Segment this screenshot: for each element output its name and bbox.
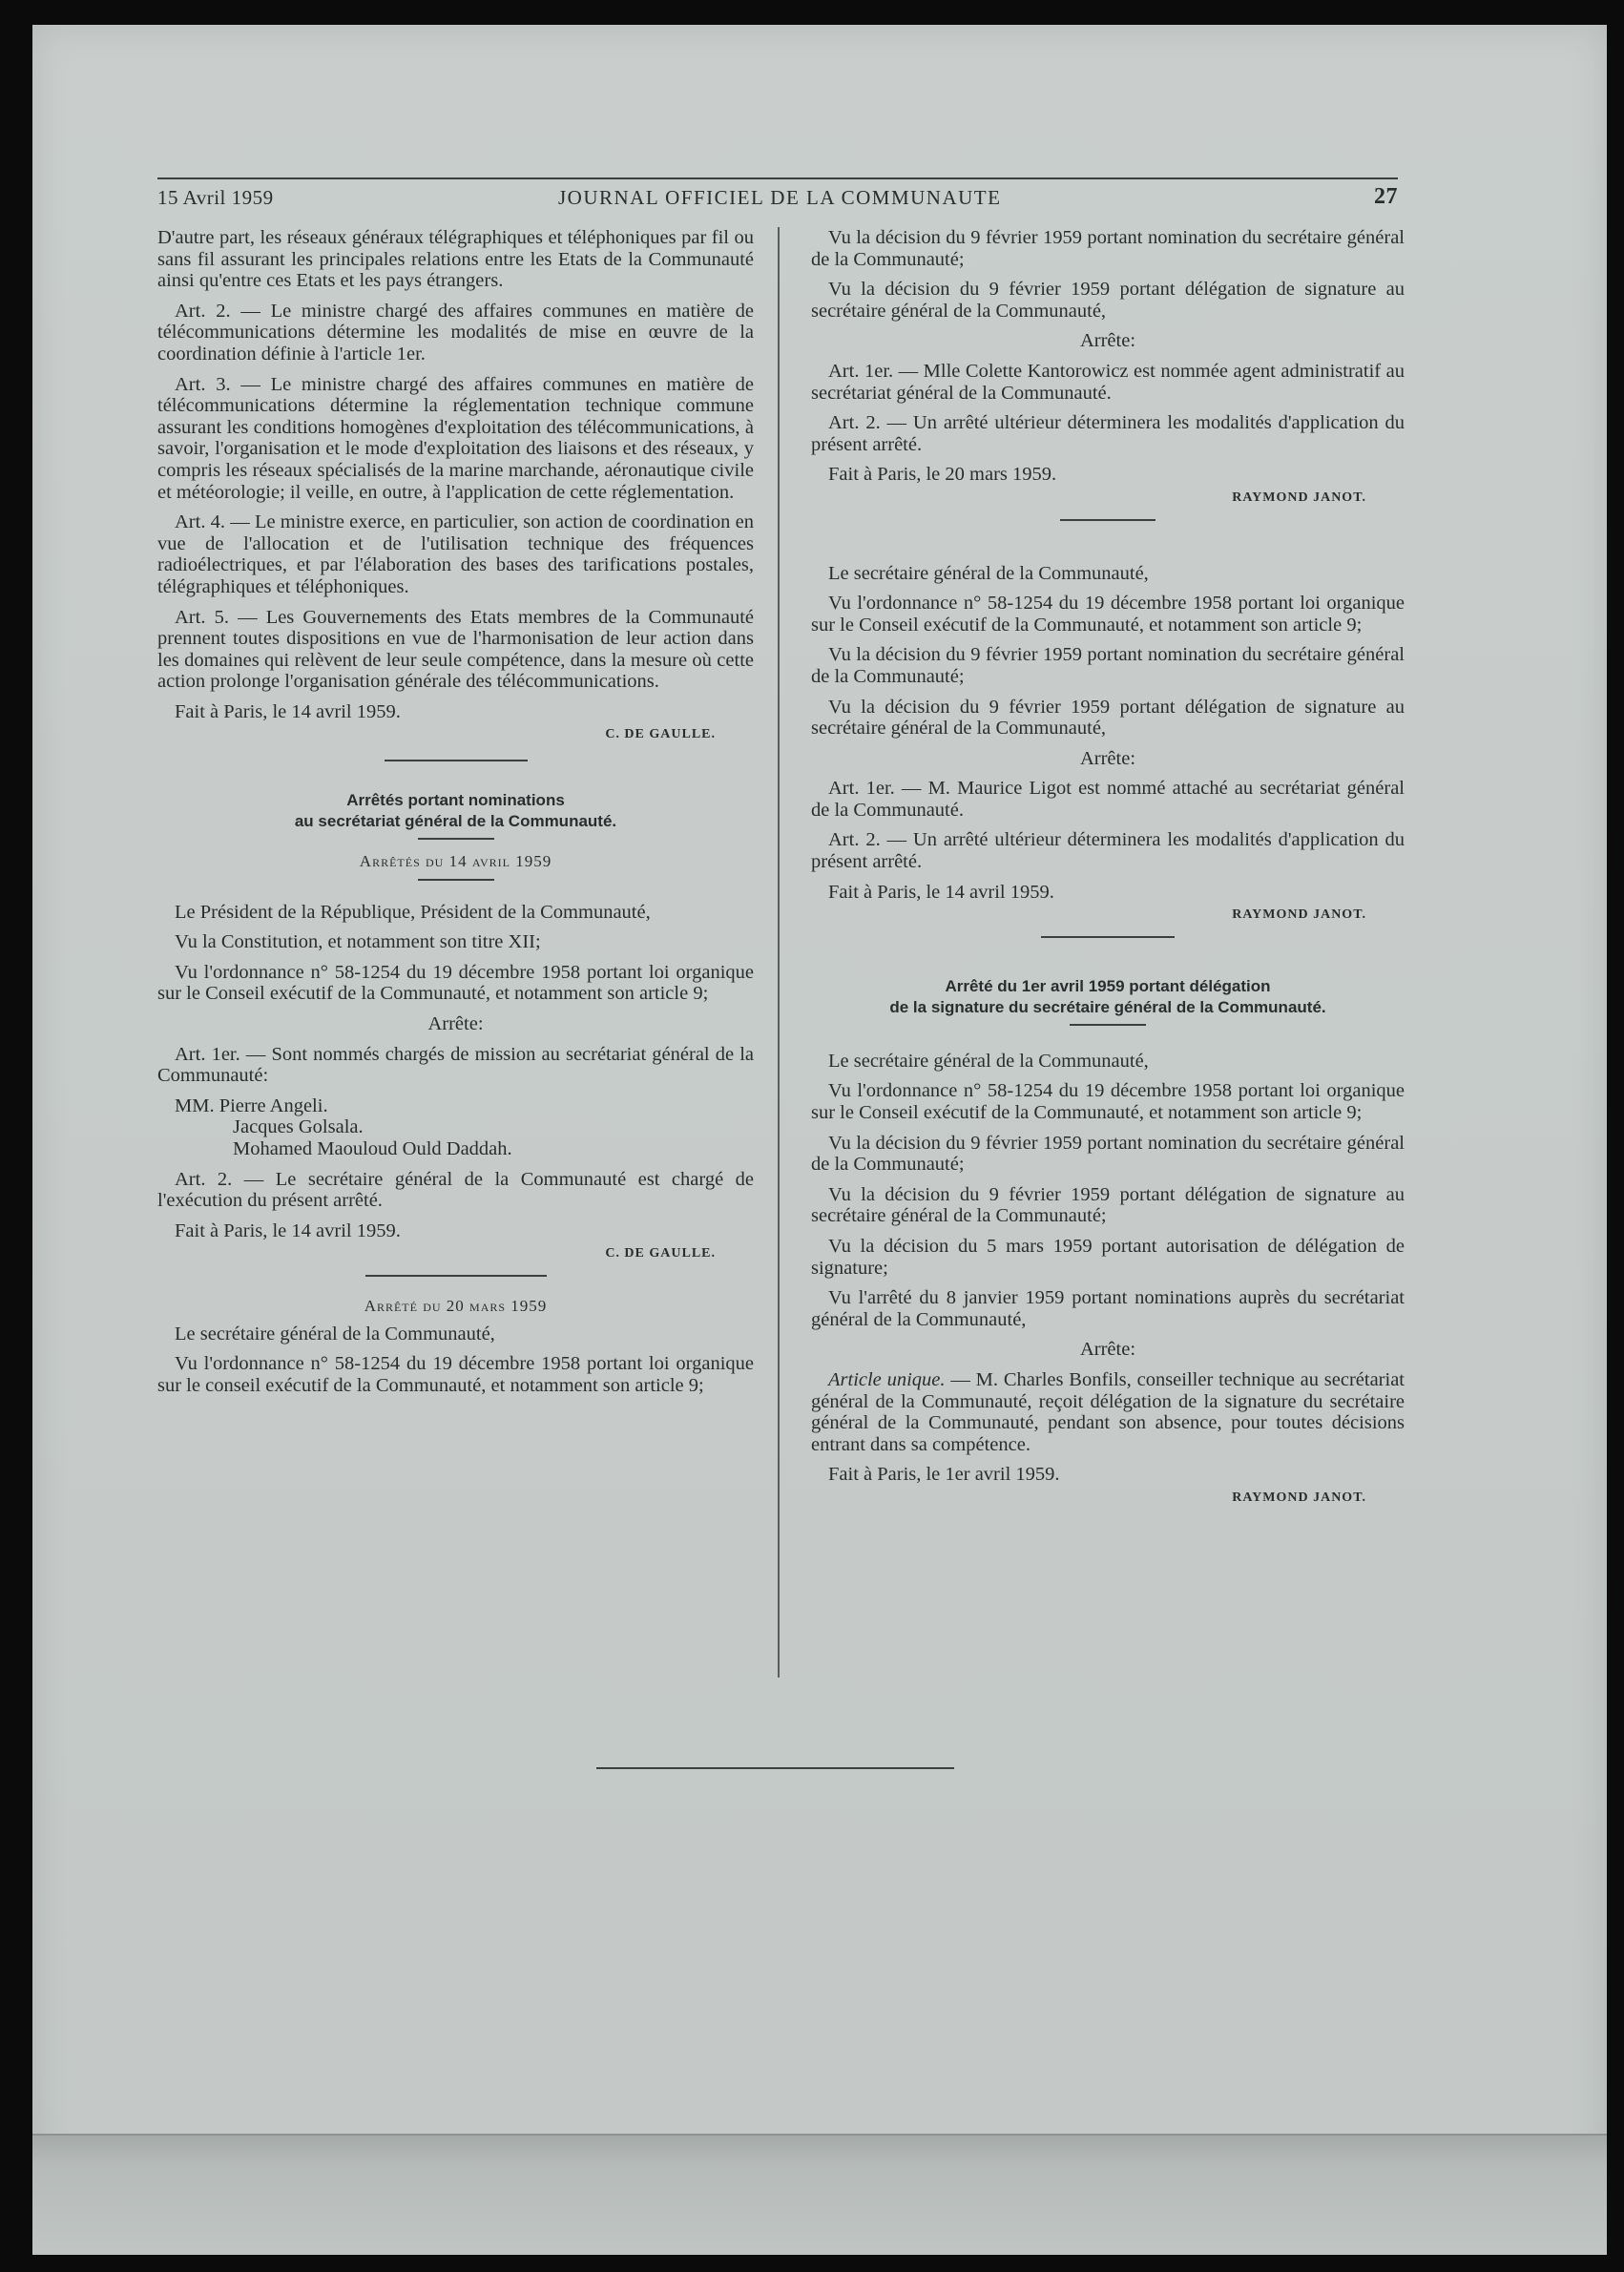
paragraph: Vu la décision du 9 février 1959 portant délégation de signature au secrétaire général de la Communauté; [811, 1183, 1405, 1227]
article-2: Art. 2. — Un arrêté ultérieur déterminera les modalités d'application du présent arrêté. [811, 412, 1405, 455]
section-title-line: Arrêté du 1er avril 1959 portant délégation [945, 976, 1271, 995]
fait-a-paris: Fait à Paris, le 20 mars 1959. [828, 464, 1057, 486]
paragraph: Vu la décision du 9 février 1959 portant délégation de signature au secrétaire général de la Communauté, [811, 279, 1405, 322]
title-rule [1070, 1024, 1146, 1026]
column-divider [778, 227, 780, 1678]
paragraph: Vu la décision du 9 février 1959 portant délégation de signature au secrétaire général de la Communauté, [811, 696, 1405, 740]
article-unique-text: — M. Charles Bonfils, conseiller technique au secrétariat général de la Communauté, reçoit délégation de la signature du secrétaire général de la Communauté, pendant son absence, pour toutes décisions entrant dans sa compétence. [811, 1368, 1405, 1455]
paragraph: Vu l'ordonnance n° 58-1254 du 19 décembre 1958 portant loi organique sur le Conseil exécutif de la Communauté, et notamment son article 9; [157, 961, 754, 1005]
signature: C. DE GAULLE. [605, 1246, 716, 1261]
section-title-line: de la signature du secrétaire général de la Communauté. [889, 997, 1326, 1016]
article-3: Art. 3. — Le ministre chargé des affaires communes en matière de télécommunications détermine la réglementation technique commune assurant les conditions homogènes d'exploitation des télécommunications, à savoir, l'organisation et le mode d'exploitation des liaisons et des réseaux, y compris les réseaux spécialisés de la marine marchande, aéronautique civile et météorologie; il veille, en outre, à l'application de cette réglementation. [157, 373, 754, 503]
paragraph: Vu l'ordonnance n° 58-1254 du 19 décembre 1958 portant loi organique sur le conseil exécutif de la Communauté, et notamment son article 9; [157, 1353, 754, 1396]
name-line: Mohamed Maouloud Ould Daddah. [233, 1138, 512, 1159]
journal-title: JOURNAL OFFICIEL DE LA COMMUNAUTE [558, 186, 1002, 209]
paragraph: Vu l'arrêté du 8 janvier 1959 portant nominations auprès du secrétariat général de la Communauté, [811, 1287, 1405, 1330]
right-column [811, 227, 1405, 1519]
paragraph: Vu la décision du 9 février 1959 portant nomination du secrétaire général de la Communauté; [811, 227, 1405, 270]
title-rule [418, 838, 494, 840]
fait-a-paris: Fait à Paris, le 14 avril 1959. [175, 700, 401, 722]
end-rule [596, 1767, 954, 1769]
name-line: MM. Pierre Angeli. [175, 1094, 328, 1116]
section-title-line: au secrétariat général de la Communauté. [294, 812, 617, 831]
subheading-rule [418, 879, 494, 881]
header-date: 15 Avril 1959 [157, 186, 274, 209]
section-rule [385, 760, 528, 761]
signature: RAYMOND JANOT. [1232, 907, 1366, 923]
article-unique [811, 1369, 1405, 1455]
article-2: Art. 2. — Le secrétaire général de la Communauté est chargé de l'exécution du présent arrêté. [157, 1168, 754, 1212]
subheading: Arrêtés du 14 avril 1959 [359, 852, 552, 871]
article-4: Art. 4. — Le ministre exerce, en particulier, son action de coordination en vue de l'allocation et de l'utilisation technique des fréquences radioélectriques, et par l'élaboration des bases des tarifications postales, télégraphiques et téléphoniques. [157, 511, 754, 597]
subheading: Arrêté du 20 mars 1959 [364, 1296, 548, 1315]
paragraph: Vu la décision du 9 février 1959 portant nomination du secrétaire général de la Communauté; [811, 1132, 1405, 1176]
fait-a-paris: Fait à Paris, le 14 avril 1959. [828, 881, 1054, 903]
signature: C. DE GAULLE. [605, 727, 716, 742]
paragraph: D'autre part, les réseaux généraux télégraphiques et téléphoniques par fil ou sans fil assurant les principales relations entre les Etats de la Communauté ainsi qu'entre ces Etats et les pays étrangers. [157, 227, 754, 292]
article-5: Art. 5. — Les Gouvernements des Etats membres de la Communauté prennent toutes dispositions en vue de l'harmonisation de leur action dans les domaines qui relèvent de leur seule compétence, dans la mesure où cette action prolonge l'organisation générale des télécommunications. [157, 606, 754, 693]
section-rule [365, 1275, 547, 1277]
fait-a-paris: Fait à Paris, le 1er avril 1959. [828, 1464, 1060, 1486]
fait-a-paris: Fait à Paris, le 14 avril 1959. [175, 1219, 401, 1241]
signature: RAYMOND JANOT. [1232, 490, 1366, 505]
paragraph: Vu l'ordonnance n° 58-1254 du 19 décembre 1958 portant loi organique sur le Conseil exécutif de la Communauté, et notamment son article 9; [811, 1080, 1405, 1124]
article-2: Art. 2. — Le ministre chargé des affaires communes en matière de télécommunications détermine les modalités de mise en œuvre de la coordination définie à l'article 1er. [157, 300, 754, 365]
article-1: Art. 1er. — Mlle Colette Kantorowicz est nommée agent administratif au secrétariat général de la Communauté. [811, 360, 1405, 404]
page-fold-edge [32, 2134, 1607, 2255]
paragraph: Le Président de la République, Président de la Communauté, [175, 901, 651, 923]
page-number: 27 [1374, 184, 1398, 209]
running-header [157, 186, 1398, 215]
article-1: Art. 1er. — Sont nommés chargés de mission au secrétariat général de la Communauté: [157, 1043, 754, 1087]
arrete-heading: Arrête: [1079, 330, 1136, 352]
arrete-heading: Arrête: [1079, 747, 1136, 769]
paragraph: Vu la décision du 5 mars 1959 portant autorisation de délégation de signature; [811, 1236, 1405, 1279]
arrete-heading: Arrête: [1079, 1339, 1136, 1361]
paragraph: Le secrétaire général de la Communauté, [175, 1323, 495, 1344]
article-1: Art. 1er. — M. Maurice Ligot est nommé attaché au secrétariat général de la Communauté. [811, 778, 1405, 821]
article-2: Art. 2. — Un arrêté ultérieur déterminera les modalités d'application du présent arrêté. [811, 829, 1405, 873]
signature: RAYMOND JANOT. [1232, 1490, 1366, 1505]
section-rule [1041, 936, 1175, 938]
paragraph: Le secrétaire général de la Communauté, [828, 562, 1149, 584]
header-rule [157, 177, 1398, 179]
name-line: Jacques Golsala. [233, 1116, 364, 1138]
left-column [157, 227, 754, 1405]
article-unique-label: Article unique. [828, 1368, 946, 1390]
paragraph: Vu la Constitution, et notamment son titre XII; [175, 931, 541, 953]
section-rule [1060, 519, 1156, 521]
section-title [811, 976, 1405, 1018]
arrete-heading: Arrête: [427, 1013, 484, 1035]
section-title [157, 790, 754, 832]
paragraph: Vu la décision du 9 février 1959 portant nomination du secrétaire général de la Communauté; [811, 644, 1405, 687]
paragraph: Vu l'ordonnance n° 58-1254 du 19 décembre 1958 portant loi organique sur le Conseil exécutif de la Communauté, et notamment son article 9; [811, 593, 1405, 636]
section-title-line: Arrêtés portant nominations [346, 791, 565, 810]
paragraph: Le secrétaire général de la Communauté, [828, 1050, 1149, 1072]
